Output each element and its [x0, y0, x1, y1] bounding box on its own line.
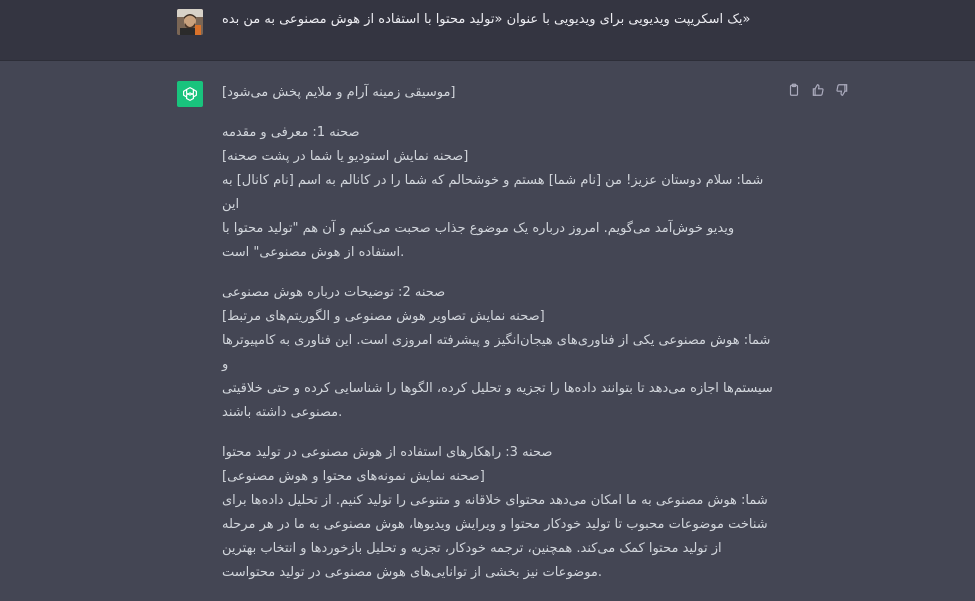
thumbs-down-icon[interactable] — [834, 82, 850, 98]
scene-line: ویدیو خوش‌آمد می‌گویم. امروز درباره یک موضوع جذاب صحبت می‌کنیم و آن هم "تولید محتوا با — [222, 221, 735, 236]
scene-direction: [صحنه نمایش نمونه‌های محتوا و هوش مصنوعی] — [222, 469, 485, 484]
scene-title: صحنه 3: راهکارهای استفاده از هوش مصنوعی در تولید محتوا — [222, 445, 553, 460]
scene-title: صحنه 1: معرفی و مقدمه — [222, 125, 360, 140]
scene-line: شناخت موضوعات محبوب تا تولید خودکار محتوا و ویرایش ویدیوها، هوش مصنوعی به ما در هر مرحله — [222, 517, 768, 532]
scene-line: .مصنوعی داشته باشند — [222, 405, 343, 420]
scene-line: از تولید محتوا کمک می‌کند. همچنین، ترجمه خودکار، تجزیه و تحلیل بازخوردها و انتخاب بهترین — [222, 541, 722, 556]
scene-line: سیستم‌ها اجازه می‌دهد تا بتوانند داده‌ها را تجزیه و تحلیل کرده، الگوها را شناسایی کرده و حتی خلاقیتی — [222, 381, 773, 396]
scene-line: .استفاده از هوش مصنوعی" است — [222, 245, 405, 260]
scene-line: شما: هوش مصنوعی یکی از فناوری‌های هیجان‌انگیز و پیشرفته امروزی است. این فناوری به کامپیوترها و — [222, 333, 771, 372]
assistant-answer — [222, 81, 774, 601]
message-actions — [786, 82, 850, 98]
clipboard-icon[interactable] — [786, 82, 802, 98]
user-avatar — [177, 9, 203, 35]
scene-block — [222, 441, 774, 585]
scene-line: شما: سلام دوستان عزیز! من [نام شما] هستم و خوشحالم که شما را در کانالم به اسم [نام کانال] به این — [222, 173, 764, 212]
user-prompt-text: «یک اسکریپت ویدیویی برای ویدیویی با عنوان «تولید محتوا با استفاده از هوش مصنوعی به من بده — [222, 12, 751, 27]
user-message-row — [0, 0, 975, 61]
background-music-note: [موسیقی زمینه آرام و ملایم پخش می‌شود] — [222, 85, 456, 100]
scene-block — [222, 281, 774, 425]
assistant-message-row — [0, 61, 975, 580]
scene-line: .موضوعات نیز بخشی از توانایی‌های هوش مصنوعی در تولید محتواست — [222, 565, 603, 580]
thumbs-up-icon[interactable] — [810, 82, 826, 98]
scene-title: صحنه 2: توضیحات درباره هوش مصنوعی — [222, 285, 446, 300]
scene-block — [222, 121, 774, 265]
scene-direction: [صحنه نمایش تصاویر هوش مصنوعی و الگوریتم‌های مرتبط] — [222, 309, 545, 324]
scene-direction: [صحنه نمایش استودیو یا شما در پشت صحنه] — [222, 149, 469, 164]
scene-line: شما: هوش مصنوعی به ما امکان می‌دهد محتوای خلاقانه و متنوعی را تولید کنیم. از تحلیل داده‌ها برای — [222, 493, 768, 508]
user-avatar-icon — [177, 9, 203, 35]
openai-logo-icon — [177, 81, 203, 107]
